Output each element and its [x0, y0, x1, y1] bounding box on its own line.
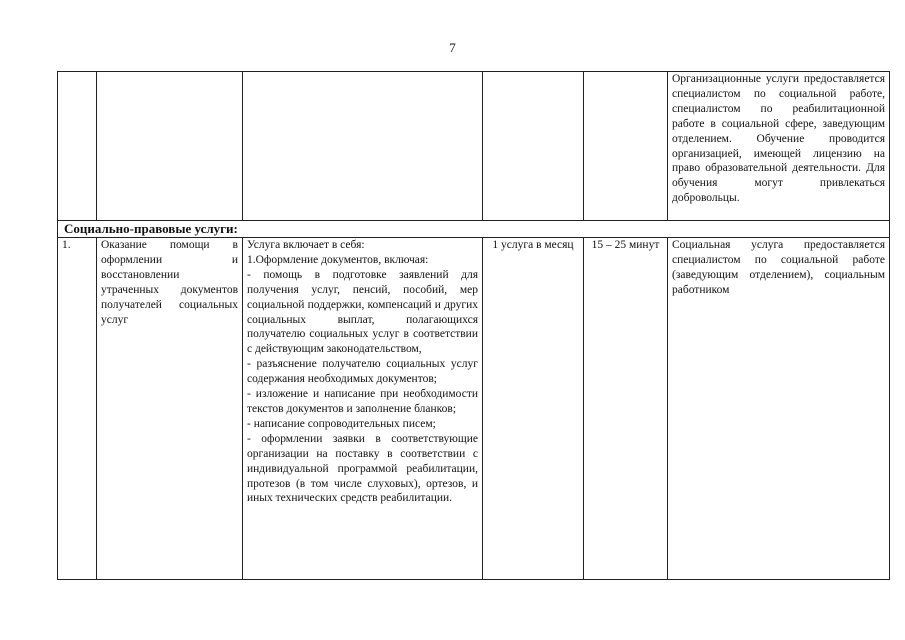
service-duration: 15 – 25 минут [584, 238, 668, 580]
service-frequency: 1 услуга в месяц [483, 238, 584, 580]
services-table [57, 71, 890, 580]
section-title: Социально-правовые услуги: [58, 221, 890, 238]
table-row-service-1 [58, 238, 890, 580]
content-line: - изложение и написание при необходимости текстов документов и заполнение бланков; [247, 388, 478, 415]
cell-number-empty [58, 72, 97, 221]
page-number: 7 [449, 40, 456, 55]
content-line: - разъяснение получателю социальных услуг содержания необходимых документов; [247, 358, 478, 386]
section-row [58, 221, 890, 238]
cell-duration-empty [584, 72, 668, 221]
content-line: 1.Оформление документов, включая: [247, 253, 429, 266]
content-line: Услуга включает в себя: [247, 239, 365, 251]
cell-name-empty [97, 72, 243, 221]
cell-content-empty [243, 72, 483, 221]
cell-provider-continued: Организационные услуги предоставляется специалистом по социальной работе, специалистом по реабилитационной работе в социальной сфере, заведующим отделением. Обучение проводится организацией, имеющей лицензию на право образовательной деятельности. Для обучения могут привлекаться добровольцы. [668, 72, 890, 221]
content-line: - написание сопроводительных писем; [247, 417, 436, 430]
content-line: - оформлении заявки в соответствующие организации на поставку в соответствии с индивидуальной программой реабилитации, протезов (в том числе слуховых), ортезов, и иных технических средств реабилитации. [247, 432, 478, 505]
service-provider: Социальная услуга предоставляется специалистом по социальной работе (заведующим отделением), социальным работником [668, 238, 890, 580]
table-row-continued [58, 72, 890, 221]
content-line: - помощь в подготовке заявлений для получения услуг, пенсий, пособий, мер социальной поддержки, компенсаций и других социальных выплат, полагающихся получателю социальных услуг в соответствии с действующим законодательством, [247, 268, 478, 356]
service-number: 1. [58, 238, 97, 580]
service-content [243, 238, 483, 580]
service-name: Оказание помощи в оформлении и восстановлении утраченных документов получателей социальных услуг [97, 238, 243, 580]
cell-frequency-empty [483, 72, 584, 221]
